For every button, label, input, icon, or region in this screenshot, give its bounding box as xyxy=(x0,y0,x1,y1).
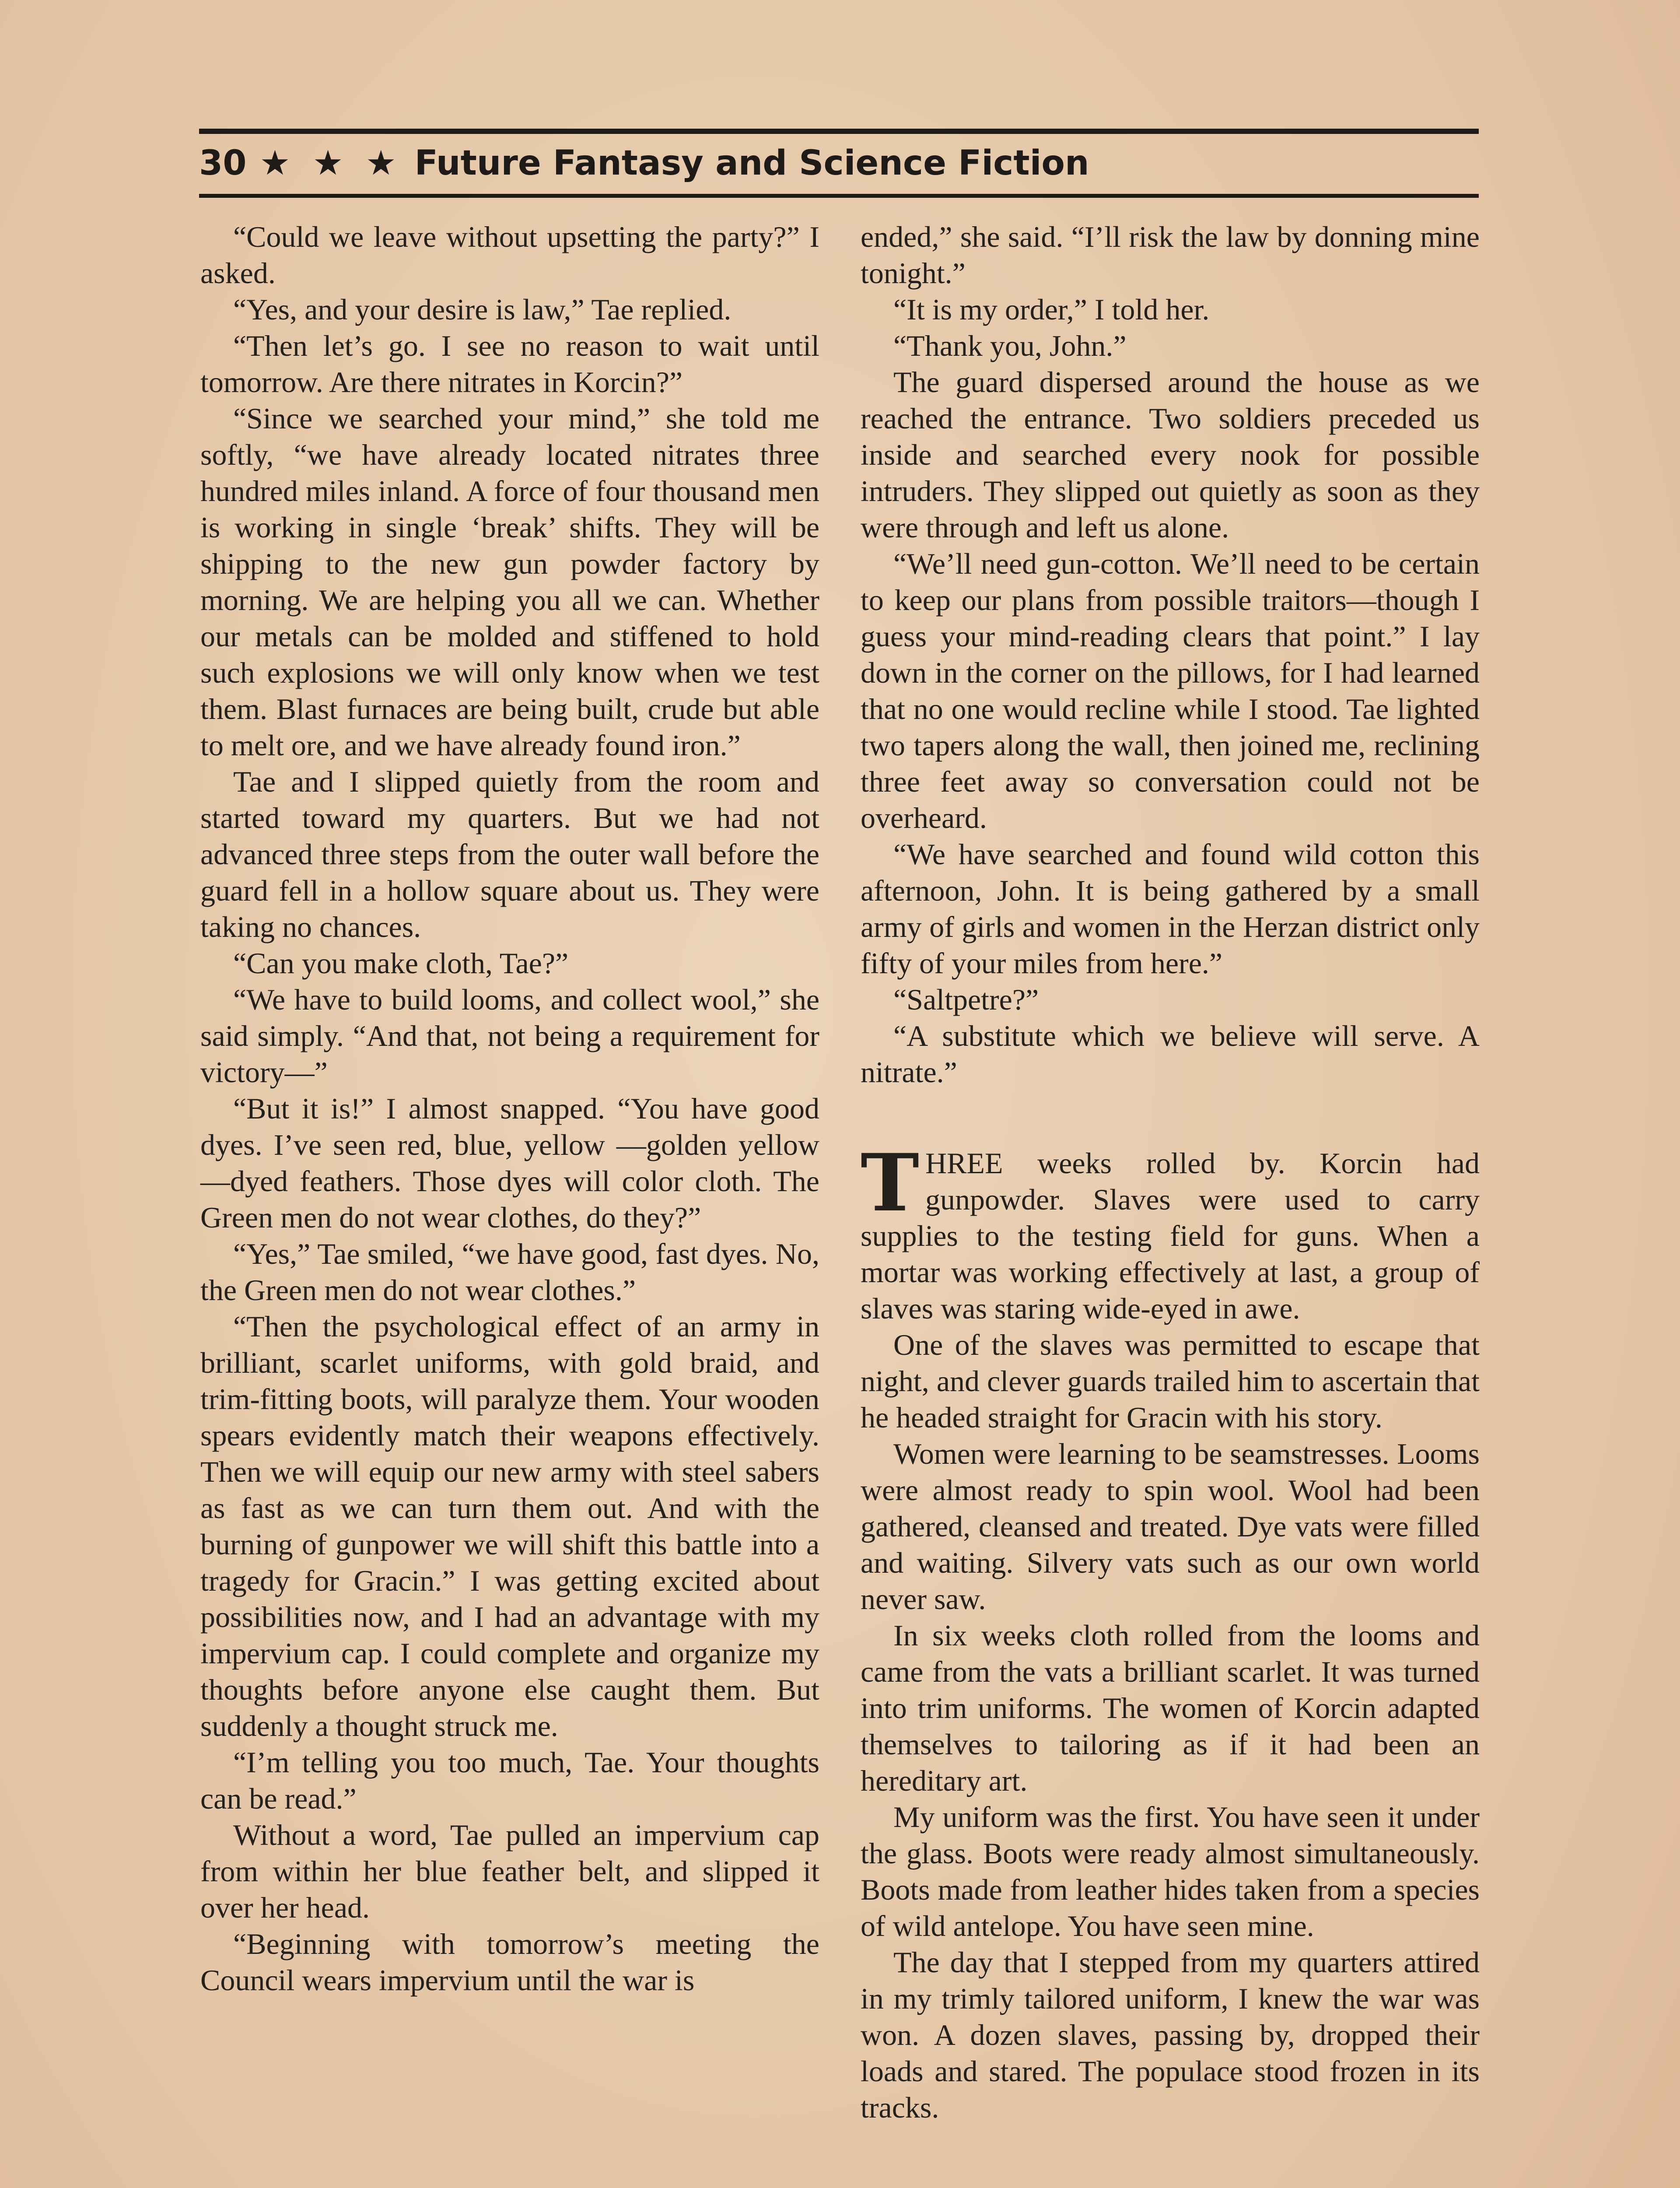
paragraph: “Beginning with tomorrow’s meeting the Council wears impervium until the war is xyxy=(200,1927,819,1997)
paragraph: Tae and I slipped quietly from the room and started toward my quarters. But we had not advanced three steps from the outer wall before the guard fell in a hollow square about us. They were taking no chances. xyxy=(200,765,819,943)
paragraph: “Can you make cloth, Tae?” xyxy=(233,947,569,980)
paragraph: “It is my order,” I told her. xyxy=(893,293,1210,326)
paragraph: “We have to build looms, and collect wool,” she said simply. “And that, not being a requirement for victory—” xyxy=(200,983,819,1089)
right-column xyxy=(861,219,1480,2126)
running-header xyxy=(199,139,1479,187)
paragraph: “Since we searched your mind,” she told me softly, “we have already located nitrates three hundred miles inland. A force of four thousand men is working in single ‘break’ shifts. They will be shipping to the new gun powder factory by morning. We are helping you all we can. Whether our metals can be molded and stiffened to hold such explosions we will only know when we test them. Blast furnaces are being built, crude but able to melt ore, and we have already found iron.” xyxy=(200,402,819,762)
paragraph: The guard dispersed around the house as we reached the entrance. Two soldiers preceded us inside and searched every nook for possible intruders. They slipped out quietly as soon as they were through and left us alone. xyxy=(861,365,1480,544)
page-number: 30 xyxy=(199,144,247,183)
paragraph: “I’m telling you too much, Tae. Your thoughts can be read.” xyxy=(200,1746,819,1815)
paragraph: “Yes,” Tae smiled, “we have good, fast dyes. No, the Green men do not wear clothes.” xyxy=(200,1237,819,1307)
drop-cap: T xyxy=(861,1137,919,1229)
paragraph: My uniform was the first. You have seen it under the glass. Boots were ready almost simultaneously. Boots made from leather hides taken from a species of wild antelope. You have seen mine. xyxy=(861,1800,1480,1943)
opening-text: HREE weeks rolled by. Korcin had gunpowder. Slaves were used to carry supplies to the testing field for guns. When a mortar was working effectively at last, a group of slaves was staring wide-eyed in awe. xyxy=(861,1147,1480,1325)
paragraph: Without a word, Tae pulled an impervium cap from within her blue feather belt, and slipped it over her head. xyxy=(200,1818,819,1924)
publication-title: Future Fantasy and Science Fiction xyxy=(414,144,1089,183)
paragraph: “Then the psychological effect of an army in brilliant, scarlet uniforms, with gold braid, and trim-fitting boots, will paralyze them. Your wooden spears evidently match their weapons effectively. Then we will equip our new army with steel sabers as fast as we can turn them out. And with the burning of gunpower we will shift this battle into a tragedy for Gracin.” I was getting excited about possibilities now, and I had an advantage with my impervium cap. I could complete and organize my thoughts before anyone else caught them. But suddenly a thought struck me. xyxy=(200,1310,819,1743)
paragraph: “A substitute which we believe will serve. A nitrate.” xyxy=(861,1019,1480,1089)
paragraph: Women were learning to be seamstresses. Looms were almost ready to spin wool. Wool had been gathered, cleansed and treated. Dye vats were filled and waiting. Silvery vats such as our own world never saw. xyxy=(861,1437,1480,1616)
paragraph: One of the slaves was permitted to escape that night, and clever guards trailed him to ascertain that he headed straight for Gracin with his story. xyxy=(861,1328,1480,1434)
paragraph: ended,” she said. “I’ll risk the law by donning mine tonight.” xyxy=(861,220,1480,290)
star-icons: ★ ★ ★ xyxy=(259,144,402,183)
paragraph: “Thank you, John.” xyxy=(893,329,1127,362)
paragraph: “We’ll need gun-cotton. We’ll need to be certain to keep our plans from possible traitors—though I guess your mind-reading clears that point.” I lay down in the corner on the pillows, for I had learned that no one would recline while I stood. Tae lighted two tapers along the wall, then joined me, reclining three feet away so conversation could not be overheard. xyxy=(861,547,1480,835)
paragraph: “Could we leave without upsetting the party?” I asked. xyxy=(200,220,819,290)
paragraph: The day that I stepped from my quarters attired in my trimly tailored uniform, I knew the war was won. A dozen slaves, passing by, dropped their loads and stared. The populace stood frozen in its tracks. xyxy=(861,1946,1480,2124)
section-break-space xyxy=(861,1090,1480,1145)
paragraph: “Then let’s go. I see no reason to wait until tomorrow. Are there nitrates in Korcin?” xyxy=(200,329,819,399)
paragraph: “We have searched and found wild cotton this afternoon, John. It is being gathered by a small army of girls and women in the Herzan district only fifty of your miles from here.” xyxy=(861,838,1480,980)
paragraph: In six weeks cloth rolled from the looms and came from the vats a brilliant scarlet. It was turned into trim uniforms. The women of Korcin adapted themselves to tailoring as if it had been an hereditary art. xyxy=(861,1619,1480,1797)
paragraph: “Yes, and your desire is law,” Tae replied. xyxy=(233,293,732,326)
header-top-rule xyxy=(199,129,1479,134)
section-opening-paragraph xyxy=(861,1137,1480,1327)
header-bottom-rule xyxy=(199,194,1479,198)
left-column xyxy=(200,219,819,1999)
paragraph: “But it is!” I almost snapped. “You have good dyes. I’ve seen red, blue, yellow —golden yellow—dyed feathers. Those dyes will color cloth. The Green men do not wear clothes, do they?” xyxy=(200,1092,819,1234)
paragraph: “Saltpetre?” xyxy=(893,983,1039,1016)
